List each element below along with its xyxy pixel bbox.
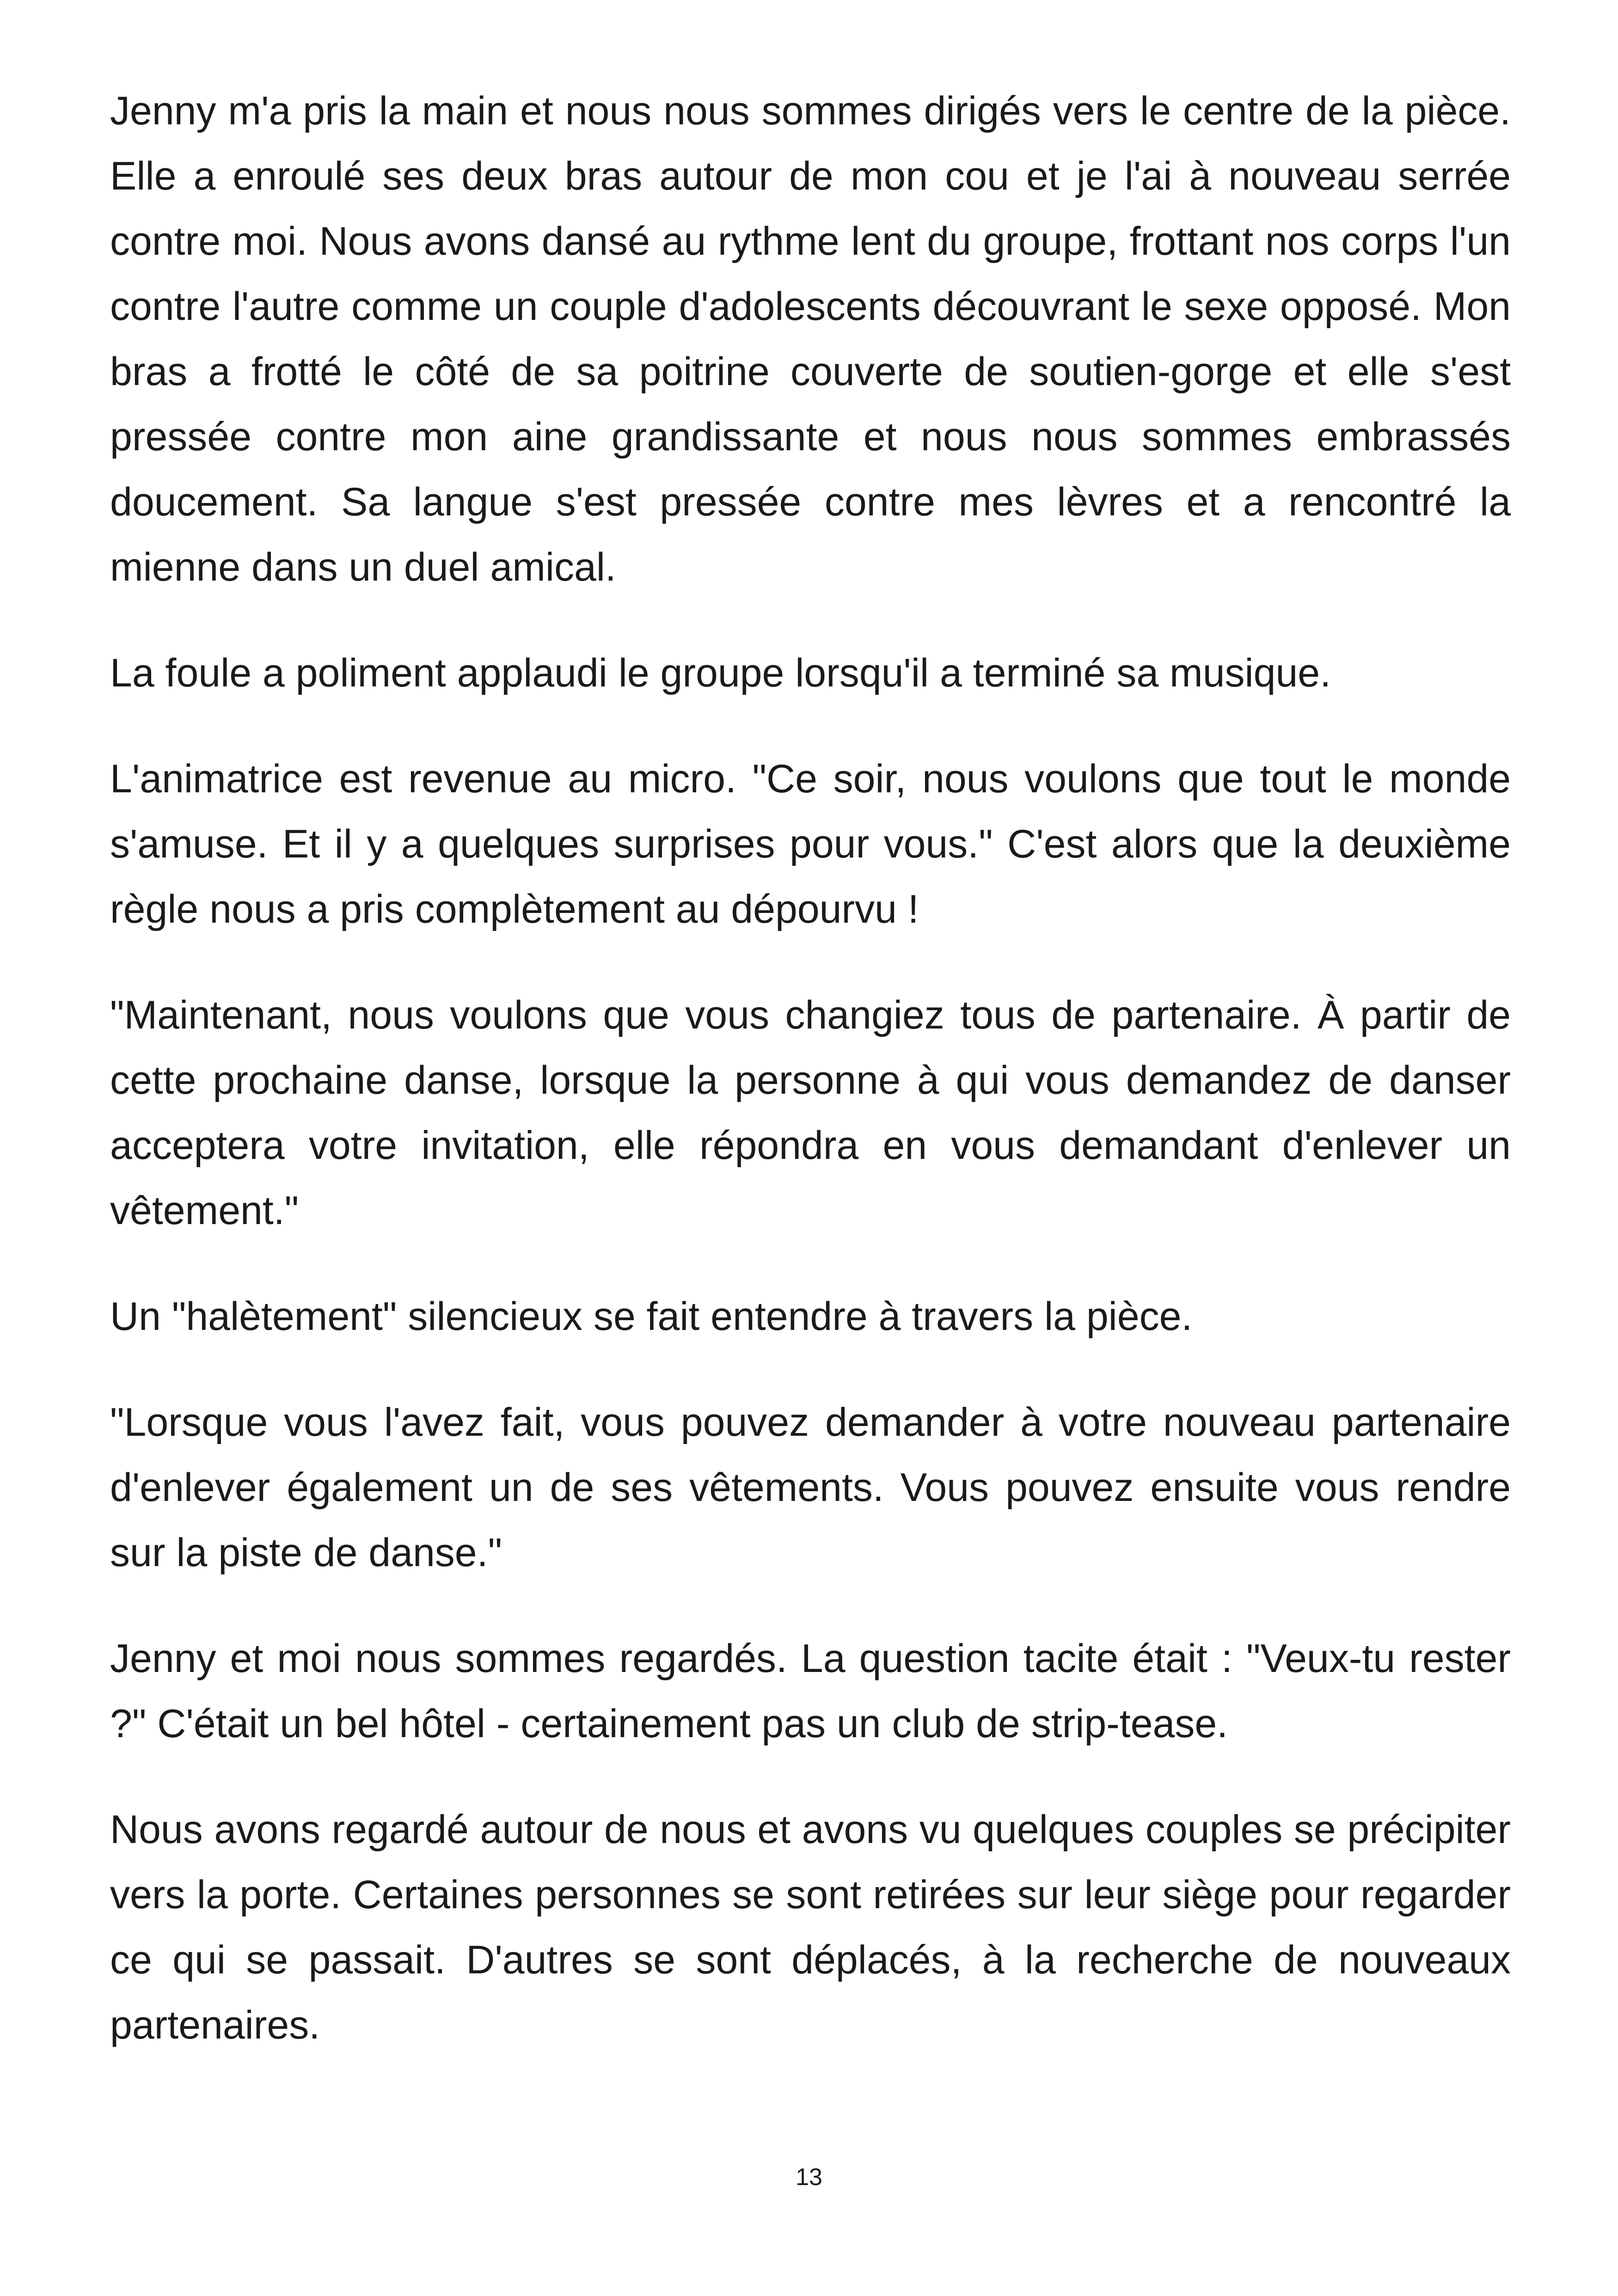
paragraph: "Lorsque vous l'avez fait, vous pouvez demander à votre nouveau partenaire d'enlever également un de ses vêtements. Vous pouvez ensuite vous rendre sur la piste de danse.": [110, 1400, 1511, 1575]
paragraph: Nous avons regardé autour de nous et avons vu quelques couples se précipiter vers la porte. Certaines personnes se sont retirées sur leur siège pour regarder ce qui se passait. D'autres se sont déplacés, à la recherche de nouveaux partenaires.: [110, 1807, 1511, 2047]
paragraph: L'animatrice est revenue au micro. "Ce soir, nous voulons que tout le monde s'amuse. Et il y a quelques surprises pour vous." C'est alors que la deuxième règle nous a pris complètement au dépourvu !: [110, 757, 1511, 931]
page-number: 13: [796, 2164, 822, 2191]
body-text: [110, 79, 1511, 2099]
paragraph: La foule a poliment applaudi le groupe lorsqu'il a terminé sa musique.: [110, 651, 1331, 695]
paragraph: "Maintenant, nous voulons que vous changiez tous de partenaire. À partir de cette prochaine danse, lorsque la personne à qui vous demandez de danser acceptera votre invitation, elle répondra en vous demandant d'enlever un vêtement.": [110, 993, 1511, 1233]
paragraph: Un "halètement" silencieux se fait entendre à travers la pièce.: [110, 1294, 1193, 1339]
paragraph: Jenny m'a pris la main et nous nous sommes dirigés vers le centre de la pièce. Elle a enroulé ses deux bras autour de mon cou et je l'ai à nouveau serrée contre moi. Nous avons dansé au rythme lent du groupe, frottant nos corps l'un contre l'autre comme un couple d'adolescents découvrant le sexe opposé. Mon bras a frotté le côté de sa poitrine couverte de soutien-gorge et elle s'est pressée contre mon aine grandissante et nous nous sommes embrassés doucement. Sa langue s'est pressée contre mes lèvres et a rencontré la mienne dans un duel amical.: [110, 89, 1511, 589]
paragraph: Jenny et moi nous sommes regardés. La question tacite était : "Veux-tu rester ?" C'était un bel hôtel - certainement pas un club de strip-tease.: [110, 1636, 1511, 1746]
